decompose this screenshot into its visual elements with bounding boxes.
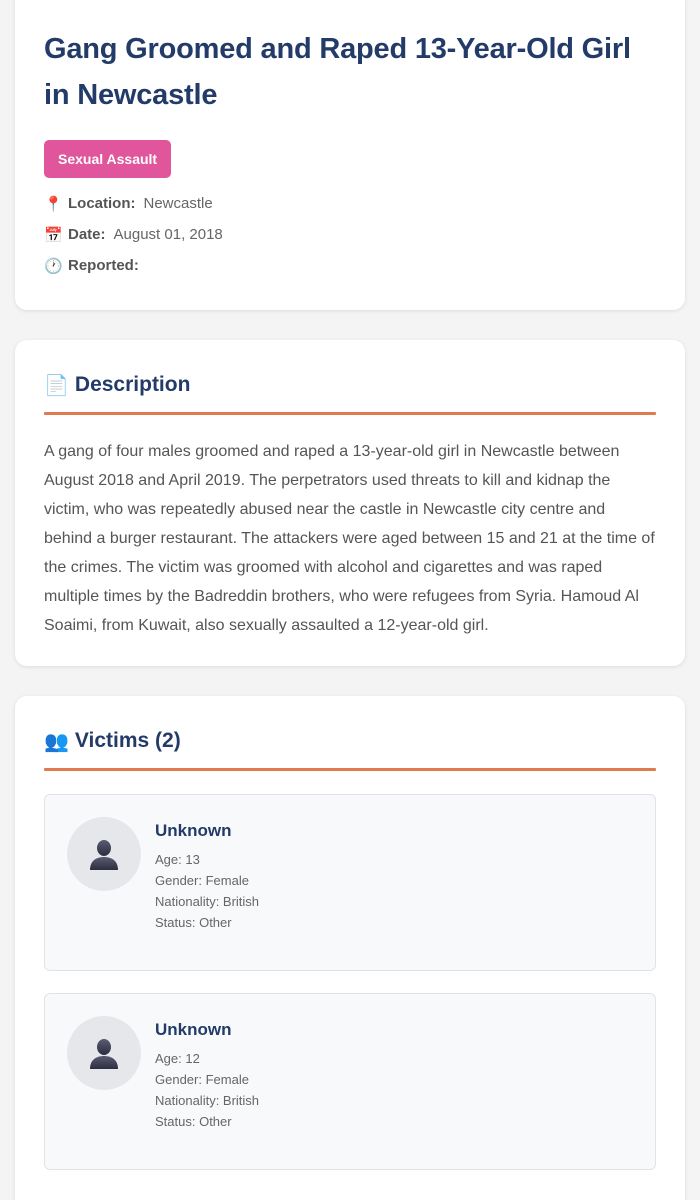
- victim-gender: Gender: Female: [155, 1072, 249, 1087]
- description-text: A gang of four males groomed and raped a 13-year-old girl in Newcastle between August 2018 and April 2019. The perpetrators used threats to kill and kidnap the victim, who was repeatedly abused near the castle in Newcastle city centre and behind a burger restaurant. The attackers were aged between 15 and 21 at the time of the crimes. The victim was groomed with alcohol and cigarettes and was raped multiple times by the Badreddin brothers, who were refugees from Syria. Hamoud Al Soaimi, from Kuwait, also sexually assaulted a 12-year-old girl.: [44, 443, 655, 634]
- incident-meta: [44, 188, 656, 281]
- location-pin-icon: 📍: [44, 195, 63, 213]
- victim-info: [155, 821, 259, 933]
- victim-card: [44, 794, 656, 971]
- description-heading: [44, 368, 656, 402]
- document-icon: 📄: [44, 374, 69, 397]
- victim-card: [44, 993, 656, 1170]
- victims-heading: [44, 724, 656, 758]
- victim-age: Age: 13: [155, 852, 200, 867]
- section-divider: [44, 412, 656, 415]
- meta-location-value: Newcastle: [143, 195, 213, 212]
- person-silhouette-icon: [87, 1036, 121, 1070]
- victim-name: Unknown: [155, 821, 232, 840]
- victims-card: [15, 696, 685, 1200]
- calendar-icon: 📅: [44, 226, 63, 244]
- incident-title: Gang Groomed and Raped 13-Year-Old Girl in Newcastle: [44, 33, 631, 111]
- meta-reported-label: Reported:: [68, 257, 139, 274]
- avatar: [67, 817, 141, 891]
- description-heading-text: Description: [74, 373, 191, 396]
- victim-nationality: Nationality: British: [155, 894, 260, 909]
- meta-date: [44, 219, 656, 250]
- meta-date-label: Date:: [68, 226, 106, 243]
- category-badge[interactable]: Sexual Assault: [44, 140, 171, 178]
- victim-gender: Gender: Female: [155, 873, 249, 888]
- victim-status: Status: Other: [155, 1114, 232, 1129]
- victim-name: Unknown: [155, 1020, 232, 1039]
- meta-location: [44, 188, 656, 219]
- victim-status: Status: Other: [155, 915, 232, 930]
- meta-reported: [44, 250, 656, 281]
- meta-location-label: Location:: [68, 195, 136, 212]
- person-silhouette-icon: [87, 837, 121, 871]
- section-divider: [44, 768, 656, 771]
- people-icon: 👥: [44, 730, 69, 753]
- victim-nationality: Nationality: British: [155, 1093, 260, 1108]
- avatar: [67, 1016, 141, 1090]
- victims-heading-text: Victims (2): [74, 729, 181, 752]
- meta-date-value: August 01, 2018: [113, 226, 223, 243]
- victim-info: [155, 1020, 259, 1132]
- description-card: [15, 340, 685, 666]
- victim-age: Age: 12: [155, 1051, 200, 1066]
- incident-header-card: [15, 0, 685, 310]
- clock-icon: 🕐: [44, 257, 63, 275]
